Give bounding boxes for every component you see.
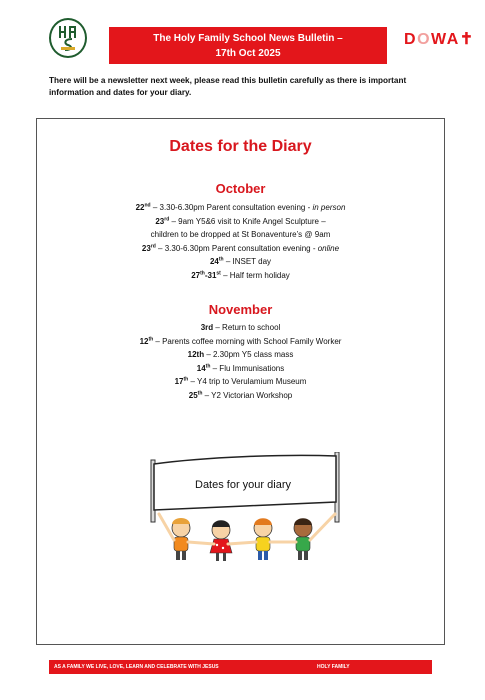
dowat-brand-logo: DOWA✝ xyxy=(404,31,475,48)
children-holding-banner-illustration xyxy=(145,452,345,564)
diary-entry: 23rd – 9am Y5&6 visit to Knife Angel Sculpture – xyxy=(155,215,326,226)
banner-text: Dates for your diary xyxy=(195,479,291,491)
bulletin-title-banner xyxy=(109,27,387,64)
diary-entry: 25th – Y2 Victorian Workshop xyxy=(188,390,293,400)
bulletin-title-line2: 17th Oct 2025 xyxy=(215,48,281,59)
diary-entry: 23rd – 3.30-6.30pm Parent consultation evening - online xyxy=(141,243,340,253)
november-entries xyxy=(37,321,444,403)
footer-school-name: HOLY FAMILY xyxy=(317,664,350,670)
diary-title: Dates for the Diary xyxy=(169,138,312,155)
section-heading-november: November xyxy=(208,302,273,317)
diary-entry: 12th – 2.30pm Y5 class mass xyxy=(187,350,294,360)
diary-entry: 3rd – Return to school xyxy=(200,323,281,332)
diary-panel xyxy=(36,118,445,645)
diary-entry: 24th – INSET day xyxy=(209,256,272,267)
diary-entry: 27th-31st – Half term holiday xyxy=(191,270,290,280)
section-heading-october: October xyxy=(215,181,266,196)
school-crest-icon xyxy=(49,18,87,58)
diary-entry: 12th – Parents coffee morning with School Family Worker xyxy=(139,335,342,346)
footer-motto: AS A FAMILY WE LIVE, LOVE, LEARN AND CELEBRATE WITH JESUS xyxy=(54,664,219,670)
footer-bar xyxy=(49,660,432,674)
diary-entry: children to be dropped at St Bonaventure’s @ 9am xyxy=(150,230,331,240)
intro-text: There will be a newsletter next week, please read this bulletin carefully as there is important information and dates for your diary. xyxy=(49,76,407,97)
diary-entry: 17th – Y4 trip to Verulamium Museum xyxy=(174,376,307,387)
october-entries xyxy=(37,201,444,283)
cross-icon: ✝ xyxy=(459,31,475,48)
diary-entry: 22nd – 3.30-6.30pm Parent consultation evening - in person xyxy=(135,202,346,212)
bulletin-title-line1: The Holy Family School News Bulletin – xyxy=(153,33,343,44)
diary-entry: 14th – Flu Immunisations xyxy=(196,363,285,373)
